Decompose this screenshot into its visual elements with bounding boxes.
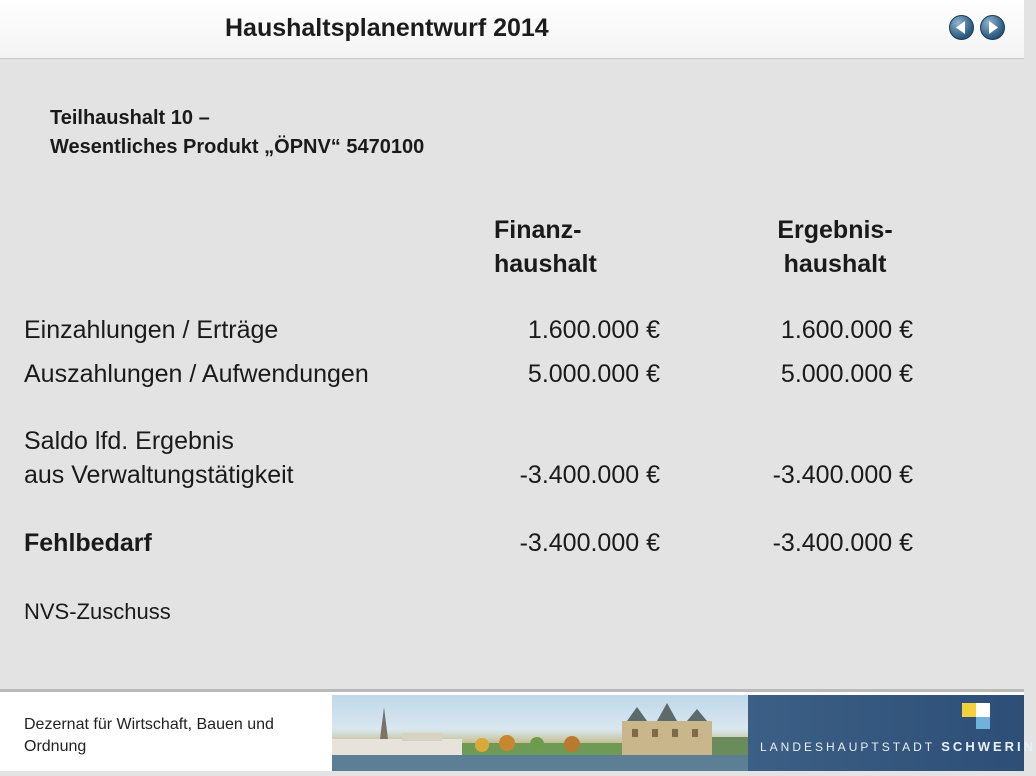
column-header-ergebnishaushalt [740,213,930,281]
value-saldo-finanz: -3.400.000 € [519,461,660,489]
row-label-fehlbedarf: Fehlbedarf [24,529,152,557]
column-header-ergebnis-line-1: Ergebnis- [777,216,893,244]
value-saldo-ergebnis: -3.400.000 € [772,461,913,489]
value-einzahlungen-finanz: 1.600.000 € [527,316,660,344]
previous-slide-button[interactable] [949,15,974,40]
city-name-label [760,739,1036,754]
column-header-finanz-line-2: haushalt [494,250,597,278]
city-logo-band [748,695,1036,771]
schwerin-castle-photo [332,695,748,771]
subtitle-line-1: Teilhaushalt 10 – [50,107,210,129]
column-header-finanzhaushalt [494,213,597,281]
value-fehlbedarf-ergebnis: -3.400.000 € [772,529,913,557]
city-skyline-image [332,695,748,771]
footer-department-line-1: Dezernat für Wirtschaft, Bauen und [24,716,274,733]
value-einzahlungen-ergebnis: 1.600.000 € [780,316,913,344]
row-label-saldo-line-1: Saldo lfd. Ergebnis [24,427,234,455]
city-logo-icon [958,701,998,731]
row-label-saldo-line-2: aus Verwaltungstätigkeit [24,461,294,489]
subtitle [50,104,424,162]
city-name: SCHWERIN [941,739,1036,754]
row-label-einzahlungen: Einzahlungen / Erträge [24,316,279,344]
header-bar [0,0,1024,59]
column-header-ergebnis-line-2: haushalt [783,250,887,278]
page-title: Haushaltsplanentwurf 2014 [225,14,549,42]
row-label-auszahlungen: Auszahlungen / Aufwendungen [24,360,369,388]
arrow-right-icon [981,16,1004,39]
footer-department-line-2: Ordnung [24,738,87,755]
value-auszahlungen-ergebnis: 5.000.000 € [780,360,913,388]
next-slide-button[interactable] [980,15,1005,40]
value-fehlbedarf-finanz: -3.400.000 € [519,529,660,557]
city-prefix: LANDESHAUPTSTADT [760,740,935,754]
arrow-left-icon [950,16,973,39]
row-label-nvs-zuschuss: NVS-Zuschuss [24,599,171,624]
footer-bar [0,689,1036,771]
column-header-finanz-line-1: Finanz- [494,216,582,244]
value-auszahlungen-finanz: 5.000.000 € [527,360,660,388]
footer-department [24,714,274,758]
row-label-saldo [24,424,294,492]
subtitle-line-2: Wesentliches Produkt „ÖPNV“ 5470100 [50,136,425,158]
